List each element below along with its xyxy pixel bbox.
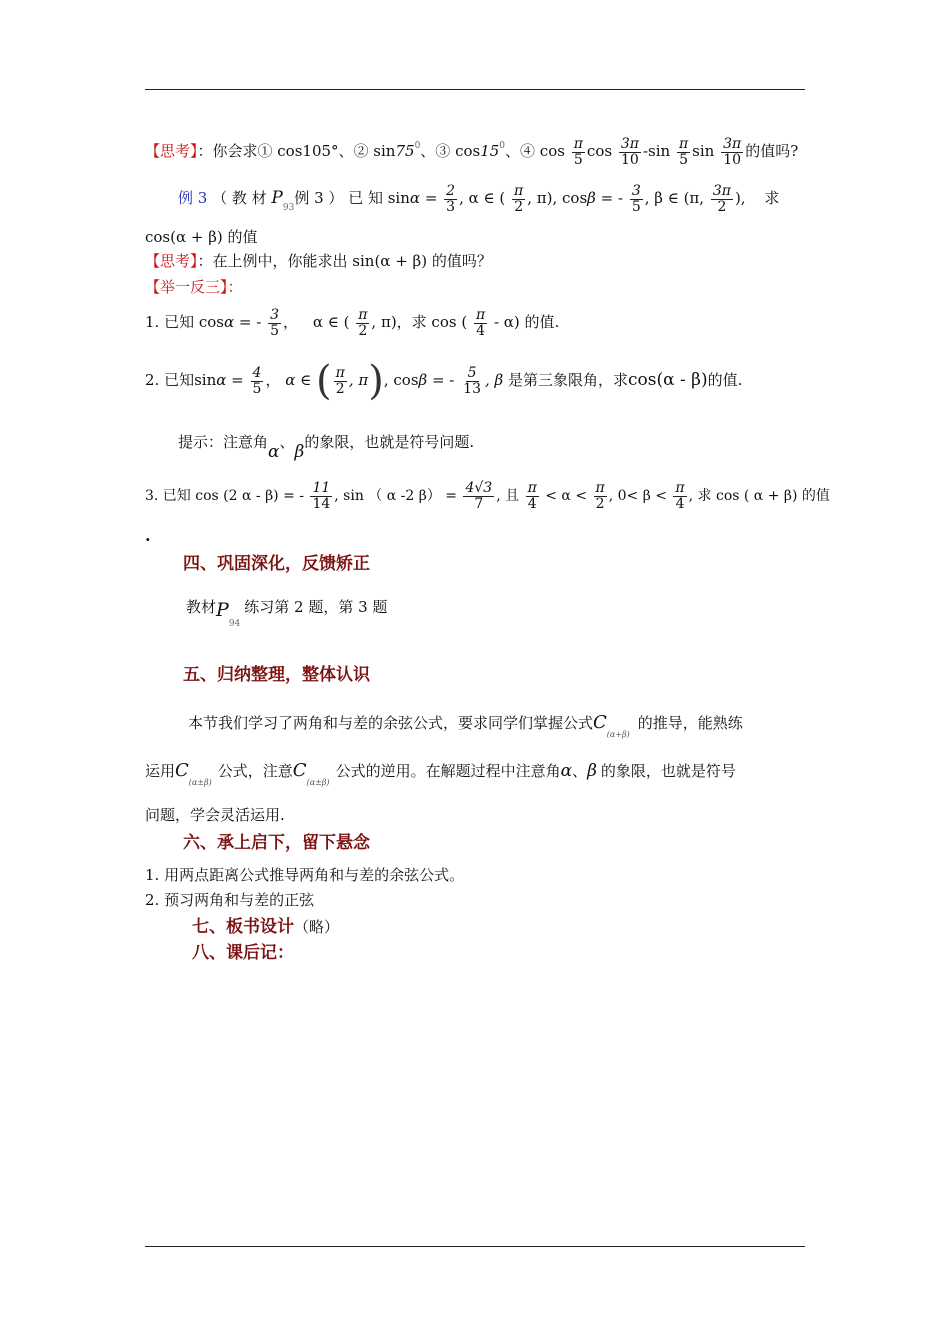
fraction: $\frac{2}{3}$ (446, 182, 456, 215)
hint: 提示：注意角α、β的象限，也就是符号问题. (178, 433, 475, 462)
section-5-para-line1: 本节我们学习了两角和与差的余弦公式，要求同学们掌握公式$C_{(\alpha+\beta)}$的推导，能熟练 (188, 712, 743, 739)
practice-question-1: 1. 已知 cosα = - $\frac{3}{5}$ ， α ∈ ( $\frac{\pi}{2}$ , π)，求 cos ( $\frac{\pi}{4}$ - α) 的值. (145, 306, 560, 339)
fraction: $\frac{5}{13}$ (463, 364, 481, 397)
fraction: $\frac{\pi}{2}$ (514, 182, 524, 215)
practice-question-3: 3. 已知 cos (2 α - β) = - $\frac{11}{14}$ , sin （ α -2 β） = $\frac{4√3}{7}$ , 且 $\frac{\pi}{4}$ < α < $\frac{\pi}{2}$ , 0< β < $\frac{\pi}{4}$ , 求 cos ( α + β) 的值 (145, 479, 830, 512)
fraction: $\frac{\pi}{4}$ (527, 479, 537, 512)
fraction: $\frac{3\pi}{2}$ (712, 182, 731, 215)
section-6-title: 六、承上启下，留下悬念 (183, 833, 370, 853)
section-5-para-line3: 问题，学会灵活运用. (145, 806, 285, 824)
section-7-title: 七、板书设计（略） (192, 917, 340, 937)
fraction: $\frac{\pi}{4}$ (675, 479, 685, 512)
section-5-para-line2: 运用$C_{(\alpha\pm\beta)}$公式，注意$C_{(\alpha\pm\beta)}$公式的逆用。在解题过程中注意角α、β 的象限，也就是符号 (145, 760, 736, 787)
practice-heading: 【举一反三】： (145, 278, 243, 296)
section-4-text: 教材$P_{94}$练习第 2 题，第 3 题 (186, 598, 388, 629)
fraction: $\frac{\pi}{4}$ (475, 306, 486, 339)
fraction: $\frac{3}{5}$ (270, 306, 280, 339)
example-label: 例 3 (178, 189, 208, 207)
fraction: $\frac{3}{5}$ (631, 182, 641, 215)
trailing-dot: . (145, 526, 151, 545)
think-question-2: 【思考】：在上例中，你能求出 sin(α + β) 的值吗？ (145, 252, 492, 270)
practice-question-2: 2. 已知sinα = $\frac{4}{5}$ ， α ∈ ( $\frac{\pi}{2}$ , π), cosβ = - $\frac{5}{13}$ , β 是第三象限角，求cos(α - β)的值. (145, 358, 743, 404)
think-question-1: 【思考】：你会求① cos105°、② $\sin 75^0$、③ $\cos 15^0$、④ cos $\frac{\pi}{5}$ cos $\frac{3\pi}{10}$ -sin $\frac{\pi}{5}$ sin $\frac{3\pi}{10}$ 的值吗? (145, 135, 799, 168)
section-8-title: 八、课后记： (192, 943, 294, 963)
fraction: $\frac{\pi}{5}$ (573, 135, 583, 168)
fraction: $\frac{4√3}{7}$ (465, 479, 493, 512)
section-6-item-1: 1. 用两点距离公式推导两角和与差的余弦公式。 (145, 866, 465, 884)
think-tag: 【思考】 (145, 252, 198, 270)
example-3: 例 3 （ 教 材 $P_{93}$例 3 ） 已 知 sinα = $\frac{2}{3}$ , α ∈ ( $\frac{\pi}{2}$ , π), cosβ = - $\frac{3}{5}$ , β ∈ (π, $\frac{3\pi}{2}$ ), 求 (178, 182, 780, 215)
fraction: $\frac{3\pi}{10}$ (620, 135, 639, 168)
fraction: $\frac{\pi}{2}$ (358, 306, 368, 339)
fraction: $\frac{11}{14}$ (312, 479, 331, 512)
think-tag: 【思考】 (145, 142, 198, 160)
fraction: $\frac{\pi}{5}$ (678, 135, 689, 168)
fraction: $\frac{3\pi}{10}$ (723, 135, 742, 168)
section-4-title: 四、巩固深化，反馈矫正 (183, 554, 370, 574)
section-6-item-2: 2. 预习两角和与差的正弦 (145, 891, 315, 909)
top-rule (145, 89, 805, 90)
bottom-rule (145, 1246, 805, 1247)
example-3-line2: cos(α + β) 的值 (145, 228, 258, 246)
fraction: $\frac{\pi}{2}$ (335, 364, 345, 397)
section-5-title: 五、归纳整理，整体认识 (183, 665, 370, 685)
fraction: $\frac{4}{5}$ (252, 364, 262, 397)
fraction: $\frac{\pi}{2}$ (595, 479, 605, 512)
